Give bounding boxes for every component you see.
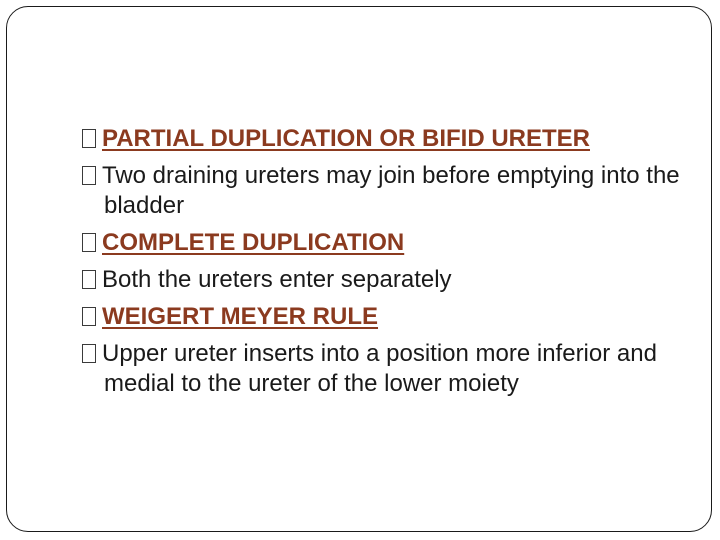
slide-frame xyxy=(6,6,712,532)
missing-glyph-box-icon xyxy=(82,233,96,252)
bullet-item xyxy=(7,339,684,399)
bullet-item xyxy=(7,228,713,258)
section-heading-partial-duplication: PARTIAL DUPLICATION OR BIFID URETER xyxy=(102,125,590,152)
missing-glyph-box-icon xyxy=(82,270,96,289)
bullet-item xyxy=(7,124,713,154)
bullet-text: Two draining ureters may join before emptying into the bladder xyxy=(102,162,680,219)
bullet-item xyxy=(7,161,684,221)
bullet-list xyxy=(7,124,713,406)
missing-glyph-box-icon xyxy=(82,166,96,185)
bullet-item xyxy=(7,302,713,332)
bullet-item xyxy=(7,265,713,295)
section-heading-weigert-meyer-rule: WEIGERT MEYER RULE xyxy=(102,303,379,330)
missing-glyph-box-icon xyxy=(82,307,96,326)
bullet-text: Both the ureters enter separately xyxy=(102,266,452,293)
bullet-text: Upper ureter inserts into a position more inferior and medial to the ureter of the lower moiety xyxy=(102,340,657,397)
section-heading-complete-duplication: COMPLETE DUPLICATION xyxy=(102,229,405,256)
missing-glyph-box-icon xyxy=(82,129,96,148)
missing-glyph-box-icon xyxy=(82,344,96,363)
